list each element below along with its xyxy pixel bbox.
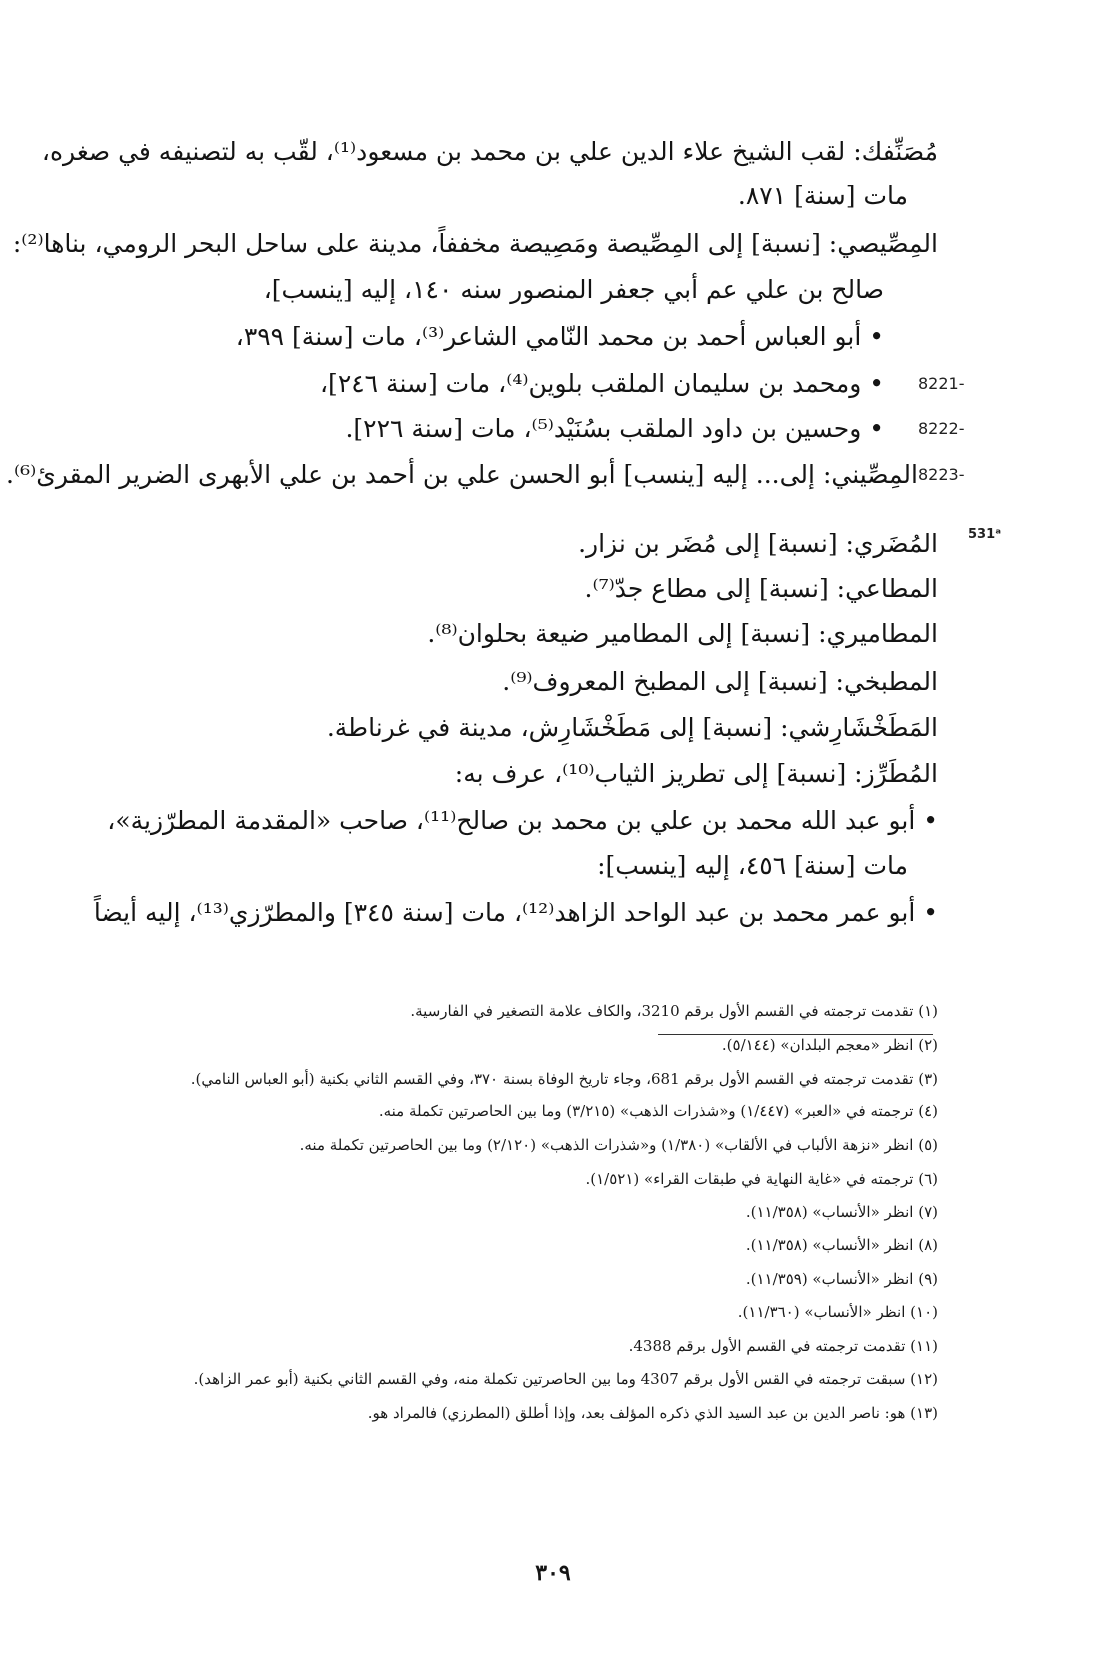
entry-line-matamiri: المطاميري: [نسبة] إلى المطامير ضيعة بحلوان⁽⁸⁾. [427,619,938,648]
entry-line-continuation: مات [سنة] ٨٧١. [737,181,908,210]
page-number: ٣٠٩ [535,1560,571,1586]
footnote: (٩) انظر «الأنساب» (١١/٣٥٩). [745,1270,938,1288]
entry-line-missisi: المِصِّيصي: [نسبة] إلى المِصِّيصة ومَصِيصة مخففاً، مدينة على ساحل البحر الرومي، بناها⁽²⁾: [12,229,938,258]
entry-line-mutai: المطاعي: [نسبة] إلى مطاع جدّ⁽⁷⁾. [584,574,938,603]
entry-number: 8223- [918,465,965,484]
entry-line-salih: صالح بن علي عم أبي جعفر المنصور سنه ١٤٠، إليه [ينسب]، [263,275,884,304]
folio-marker: 531ᵃ [968,527,1002,542]
entry-line-abu-umar: • أبو عمر محمد بن عبد الواحد الزاهد⁽¹²⁾، مات [سنة ٣٤٥] والمطرّزي⁽¹³⁾، إليه أيضاً [93,898,938,927]
footnote: (١٢) سبقت ترجمته في القس الأول برقم 4307 وما بين الحاصرتين تكملة منه، وفي القسم الثاني بكنية (أبو عمر الزاهد). [193,1370,938,1388]
entry-line-mutarriz: المُطَرِّز: [نسبة] إلى تطريز الثياب⁽¹⁰⁾، عرف به: [454,759,938,788]
footnote: (٣) تقدمت ترجمته في القسم الأول برقم 681، وجاء تاريخ الوفاة بسنة ٣٧٠، وفي القسم الثاني بكنية (أبو العباس النامي). [190,1070,938,1088]
footnote: (١٣) هو: ناصر الدين بن عبد السيد الذي ذكره المؤلف بعد، وإذا أطلق (المطرزي) فالمراد هو. [367,1404,938,1422]
entry-line-abu-al-abbas: • أبو العباس أحمد بن محمد النّامي الشاعر⁽³⁾، مات [سنة] ٣٩٩، [235,322,884,351]
entry-line-matakhsharishi: المَطَخْشَارِشي: [نسبة] إلى مَطَخْشَارِش، مدينة في غرناطة. [326,713,938,742]
entry-line-mudari: المُضَري: [نسبة] إلى مُضَر بن نزار. [578,529,938,558]
entry-number: 8221- [918,374,965,393]
entry-number: 8222- [918,419,965,438]
footnote: (٨) انظر «الأنساب» (١١/٣٥٨). [745,1236,938,1254]
footnote: (٦) ترجمته في «غاية النهاية في طبقات القراء» (١/٥٢١). [585,1170,938,1188]
footnote: (٢) انظر «معجم البلدان» (٥/١٤٤). [721,1036,938,1054]
entry-line-muhammad-sulayman: • ومحمد بن سليمان الملقب بلوين⁽⁴⁾، مات [سنة ٢٤٦]، [319,369,884,398]
footnote: (١) تقدمت ترجمته في القسم الأول برقم 3210، والكاف علامة التصغير في الفارسية. [410,1002,938,1020]
entry-line-matbakhi: المطبخي: [نسبة] إلى المطبخ المعروف⁽⁹⁾. [502,667,938,696]
footnote: (٥) انظر «نزهة الألباب في الألقاب» (١/٣٨٠) و«شذرات الذهب» (٢/١٢٠) وما بين الحاصرتين تكملة منه. [299,1136,938,1154]
footnote: (٧) انظر «الأنساب» (١١/٣٥٨). [745,1203,938,1221]
entry-line-continuation: مات [سنة] ٤٥٦، إليه [ينسب]: [597,851,908,880]
entry-line-missini: المِصِّيني: إلى... إليه [ينسب] أبو الحسن علي بن أحمد بن علي الأبهرى الضرير المقرئ⁽⁶⁾. [6,460,918,489]
entry-line-abu-abdallah: • أبو عبد الله محمد بن علي بن محمد بن صالح⁽¹¹⁾، صاحب «المقدمة المطرّزية»، [107,806,938,835]
footnote: (١٠) انظر «الأنساب» (١١/٣٦٠). [737,1303,938,1321]
footnote: (٤) ترجمته في «العبر» (١/٤٤٧) و«شذرات الذهب» (٣/٢١٥) وما بين الحاصرتين تكملة منه. [378,1102,938,1120]
entry-line-husayn: • وحسين بن داود الملقب بسُنَيْد⁽⁵⁾، مات [سنة ٢٢٦]. [345,414,884,443]
footnote: (١١) تقدمت ترجمته في القسم الأول برقم 4388. [628,1337,938,1355]
entry-line-musannifak: مُصَنِّفك: لقب الشيخ علاء الدين علي بن محمد بن مسعود⁽¹⁾، لقّب به لتصنيفه في صغره، [41,137,938,166]
